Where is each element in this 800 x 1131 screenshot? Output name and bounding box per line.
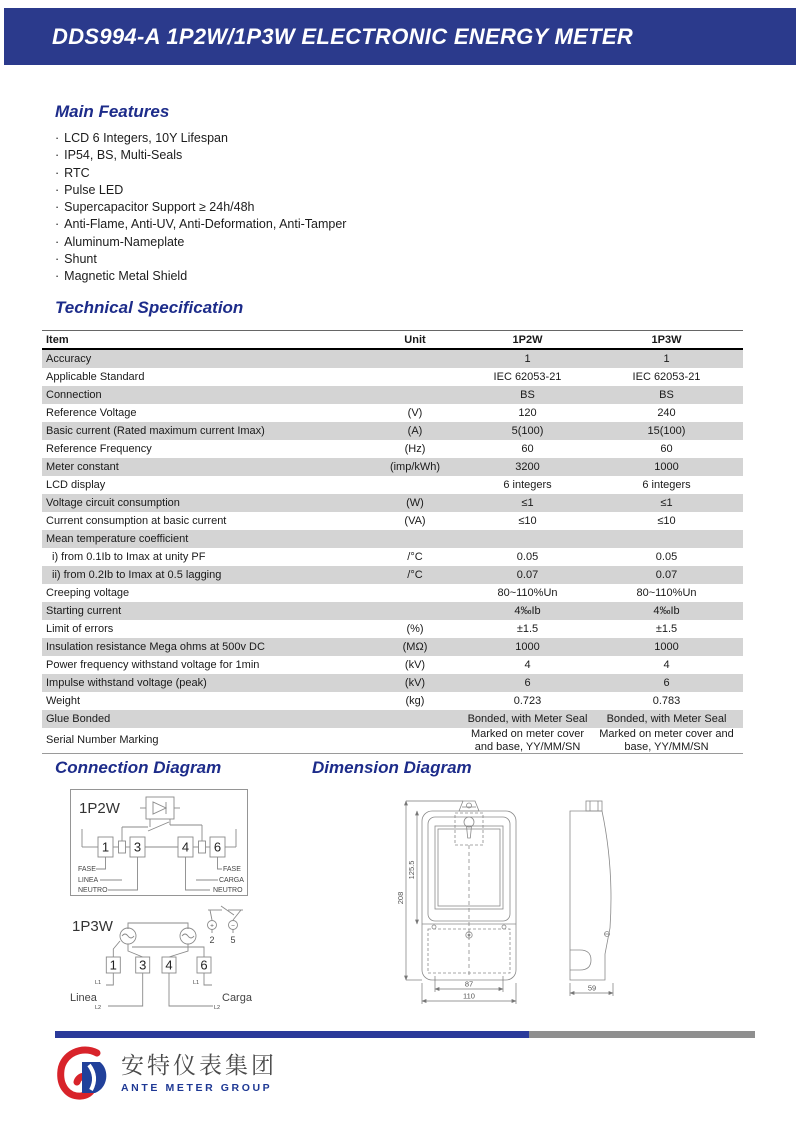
spec-cell-p3: 1 (590, 349, 743, 368)
spec-cell-p3: 0.05 (655, 550, 678, 563)
technical-specification-heading: Technical Specification (55, 298, 244, 317)
spec-cell-unit: (%) (406, 622, 424, 635)
spec-cell-p2: 0.05 (516, 550, 539, 563)
feature-text: LCD 6 Integers, 10Y Lifespan (64, 131, 228, 145)
feature-text: IP54, BS, Multi-Seals (64, 148, 183, 163)
bullet-icon: · (55, 234, 60, 249)
feature-item (55, 268, 346, 285)
spec-cell-p3: Bonded, with Meter Seal (590, 710, 743, 728)
spec-cell-p2: 4‰Ib (465, 602, 590, 620)
main-features-heading: Main Features (55, 102, 170, 121)
spec-cell-p2: 1000 (465, 638, 590, 656)
spec-cell-p2: ≤1 (465, 494, 590, 512)
spec-cell-p2: 5(100) (465, 422, 590, 440)
bullet-icon: · (55, 217, 60, 232)
spec-cell-p2: Bonded, with Meter Seal (465, 710, 590, 728)
feature-item (55, 130, 346, 147)
footer-bar-gray-segment (529, 1031, 755, 1038)
feature-item (55, 216, 346, 233)
spec-cell-item: Serial Number Marking (46, 734, 159, 747)
spec-cell-p3: BS (590, 386, 743, 404)
spec-row (42, 349, 743, 368)
connection-diagram-1p2w (70, 789, 248, 896)
spec-cell-unit: (imp/kWh) (365, 458, 465, 476)
meter-front-view (406, 801, 613, 1004)
spec-cell-item: Weight (46, 694, 81, 707)
spec-cell-item: LCD display (46, 478, 106, 491)
linea-label: Linea (70, 992, 97, 1004)
spec-row (42, 404, 743, 422)
feature-text: Pulse LED (64, 182, 124, 197)
feature-item (55, 234, 346, 251)
l2-left-label: L2 (95, 1005, 102, 1011)
spec-cell-unit: (kV) (404, 658, 426, 671)
terminal-1-label: 1 (101, 839, 110, 855)
spec-cell-item: Limit of errors (46, 622, 114, 635)
spec-cell-p2: 80~110%Un (497, 586, 558, 599)
logo-english-name: ANTE METER GROUP (121, 1082, 273, 1095)
feature-item (55, 165, 346, 182)
spec-cell-item: Mean temperature coefficient (42, 530, 365, 548)
spec-row (42, 422, 743, 440)
footer-divider-bar (55, 1031, 755, 1038)
spec-row (42, 728, 743, 754)
carga-label: Carga (222, 992, 252, 1004)
spec-cell-p3: 0.07 (590, 566, 743, 584)
dim-width-87: 87 (464, 979, 474, 989)
spec-row (42, 548, 743, 566)
spec-cell-unit (365, 584, 465, 602)
spec-cell-unit: (MΩ) (365, 638, 465, 656)
spec-cell-item: ii) from 0.2Ib to Imax at 0.5 lagging (42, 566, 365, 584)
spec-cell-p2: BS (465, 386, 590, 404)
spec-cell-p3: 1000 (590, 638, 743, 656)
spec-cell-p3: 6 integers (642, 478, 691, 491)
spec-cell-unit: (A) (365, 422, 465, 440)
col-header-1p2w: 1P2W (465, 331, 590, 350)
neutro-left-label: NEUTRO (78, 887, 108, 894)
terminal-3-label: 3 (139, 957, 147, 973)
feature-text: Aluminum-Nameplate (64, 234, 185, 249)
connection-diagram-1p3w (62, 903, 272, 1023)
spec-row (42, 638, 743, 656)
diagram-1p3w-label: 1P3W (72, 918, 113, 935)
feature-text: Supercapacitor Support ≥ 24h/48h (64, 200, 255, 215)
terminal-6-label: 6 (213, 839, 222, 855)
spec-cell-p3: 0.783 (652, 694, 681, 707)
spec-cell-unit (365, 728, 465, 754)
spec-cell-item: Starting current (42, 602, 365, 620)
spec-cell-unit (365, 368, 465, 386)
company-logo (52, 1046, 277, 1102)
l2-right-label: L2 (214, 1005, 221, 1011)
spec-cell-item: Reference Frequency (46, 442, 152, 455)
dimension-diagram-drawing (383, 788, 661, 1026)
bullet-icon: · (55, 200, 60, 215)
aux-terminal-5-label: 5 (230, 935, 236, 945)
spec-cell-item: Power frequency withstand voltage for 1min (46, 658, 260, 671)
spec-cell-item: Creeping voltage (46, 586, 130, 599)
spec-cell-unit (365, 349, 465, 368)
spec-cell-p2: IEC 62053-21 (493, 370, 562, 383)
feature-text: Shunt (64, 252, 97, 267)
fase-right-label: FASE (223, 866, 241, 873)
bullet-icon: · (55, 252, 60, 267)
spec-cell-unit (365, 530, 465, 548)
spec-header-row (42, 331, 743, 350)
spec-row (42, 620, 743, 638)
spec-cell-unit: /°C (365, 566, 465, 584)
spec-cell-item: Reference Voltage (46, 406, 137, 419)
bullet-icon: · (55, 182, 60, 197)
spec-cell-p3: 1000 (590, 458, 743, 476)
spec-cell-unit: (kg) (405, 694, 425, 707)
spec-cell-p2: 0.723 (513, 694, 542, 707)
spec-row (42, 674, 743, 692)
l1-right-label: L1 (193, 980, 200, 986)
feature-item (55, 251, 346, 268)
bullet-icon: · (55, 148, 60, 163)
spec-cell-unit: (W) (365, 494, 465, 512)
title-banner (4, 8, 796, 65)
feature-item (55, 199, 346, 216)
l1-left-label: L1 (95, 980, 102, 986)
fase-left-label: FASE (78, 866, 96, 873)
aux-minus-sign: − (231, 922, 235, 930)
bullet-icon: · (55, 131, 60, 145)
spec-cell-item: Insulation resistance Mega ohms at 500v DC (42, 638, 365, 656)
spec-cell-unit: (Hz) (404, 442, 426, 455)
terminal-4-label: 4 (165, 957, 173, 973)
terminal-3-label: 3 (133, 839, 142, 855)
ante-logo-icon (52, 1046, 112, 1102)
spec-cell-unit (365, 602, 465, 620)
spec-row (42, 368, 743, 386)
spec-cell-item: Glue Bonded (42, 710, 365, 728)
spec-row (42, 566, 743, 584)
terminal-6-label: 6 (200, 957, 208, 973)
footer-bar-blue-segment (55, 1031, 529, 1038)
spec-cell-item: Applicable Standard (46, 370, 145, 383)
dim-height-208: 208 (396, 891, 405, 905)
spec-cell-p3: 240 (657, 406, 676, 419)
spec-cell-p3: 15(100) (590, 422, 743, 440)
carga-label: CARGA (219, 877, 244, 884)
spec-cell-item: Connection (42, 386, 365, 404)
spec-cell-unit: (VA) (404, 514, 426, 527)
spec-cell-item: Voltage circuit consumption (42, 494, 365, 512)
spec-cell-p3: ±1.5 (655, 622, 678, 635)
spec-table-wrap (42, 330, 743, 754)
connection-diagram-heading: Connection Diagram (55, 758, 222, 777)
spec-cell-item: Current consumption at basic current (46, 514, 227, 527)
spec-cell-p2: 3200 (465, 458, 590, 476)
spec-cell-unit (365, 476, 465, 494)
spec-cell-p2: 6 integers (503, 478, 552, 491)
spec-cell-p3: 6 (590, 674, 743, 692)
spec-row (42, 530, 743, 548)
dim-width-110: 110 (463, 991, 475, 1001)
spec-row (42, 512, 743, 530)
spec-cell-p2: Marked on meter cover and base, YY/MM/SN (470, 728, 585, 753)
spec-cell-p3: Marked on meter cover and base, YY/MM/SN (599, 728, 734, 753)
spec-cell-unit: /°C (407, 550, 423, 563)
dim-depth-59: 59 (587, 983, 597, 993)
spec-row (42, 476, 743, 494)
bullet-icon: · (55, 269, 60, 284)
feature-item (55, 182, 346, 199)
feature-text: RTC (64, 165, 90, 180)
spec-cell-p3: ≤10 (657, 514, 676, 527)
col-header-unit: Unit (365, 331, 465, 350)
spec-row (42, 386, 743, 404)
spec-row (42, 710, 743, 728)
spec-table (42, 330, 743, 754)
spec-cell-p3: 60 (660, 442, 673, 455)
dimension-diagram-heading: Dimension Diagram (312, 758, 472, 777)
diagram-1p2w-label: 1P2W (79, 800, 120, 817)
bullet-icon: · (55, 165, 60, 180)
spec-cell-p2: 120 (518, 406, 537, 419)
spec-cell-item: Basic current (Rated maximum current Imax) (42, 422, 365, 440)
aux-plus-sign: + (210, 922, 214, 930)
feature-item (55, 147, 346, 164)
spec-cell-p3: 80~110%Un (636, 586, 697, 599)
neutro-right-label: NEUTRO (213, 887, 243, 894)
spec-row (42, 458, 743, 476)
spec-cell-item: i) from 0.1Ib to Imax at unity PF (52, 550, 206, 563)
feature-text: Anti-Flame, Anti-UV, Anti-Deformation, Anti-Tamper (64, 217, 347, 232)
col-header-item: Item (42, 331, 365, 350)
spec-cell-unit: (kV) (365, 674, 465, 692)
spec-cell-p2: ≤10 (518, 514, 537, 527)
spec-row (42, 656, 743, 674)
spec-cell-p3: ≤1 (590, 494, 743, 512)
logo-text-block (121, 1054, 277, 1094)
feature-text: Magnetic Metal Shield (64, 269, 188, 284)
spec-cell-p2 (465, 530, 590, 548)
spec-cell-p2: 6 (465, 674, 590, 692)
terminal-4-label: 4 (181, 839, 190, 855)
spec-cell-p2: 60 (521, 442, 534, 455)
spec-row (42, 494, 743, 512)
spec-cell-p3: 4‰Ib (590, 602, 743, 620)
logo-chinese-name: 安特仪表集团 (121, 1052, 277, 1079)
spec-cell-unit (365, 710, 465, 728)
spec-cell-p3: IEC 62053-21 (632, 370, 701, 383)
screw-icon (432, 925, 436, 929)
col-header-1p3w: 1P3W (590, 331, 743, 350)
spec-cell-item: Accuracy (42, 349, 365, 368)
main-features-list (55, 130, 346, 286)
spec-cell-p2: ±1.5 (516, 622, 539, 635)
page-title: DDS994-A 1P2W/1P3W ELECTRONIC ENERGY METER (52, 24, 634, 49)
aux-terminal-2-label: 2 (209, 935, 215, 945)
spec-row (42, 602, 743, 620)
spec-cell-p2: 1 (465, 349, 590, 368)
spec-cell-item: Meter constant (42, 458, 365, 476)
spec-cell-item: Impulse withstand voltage (peak) (42, 674, 365, 692)
spec-cell-p2: 0.07 (465, 566, 590, 584)
spec-cell-p2: 4 (524, 658, 531, 671)
spec-row (42, 584, 743, 602)
terminal-1-label: 1 (109, 957, 117, 973)
spec-cell-unit: (V) (407, 406, 423, 419)
spec-row (42, 440, 743, 458)
spec-cell-p3 (590, 530, 743, 548)
dim-upper-125-5: 125.5 (407, 860, 416, 880)
meter-side-view (570, 801, 611, 980)
spec-row (42, 692, 743, 710)
spec-cell-unit (365, 386, 465, 404)
screw-icon (502, 925, 506, 929)
spec-cell-p3: 4 (663, 658, 670, 671)
linea-label: LINEA (78, 877, 99, 884)
